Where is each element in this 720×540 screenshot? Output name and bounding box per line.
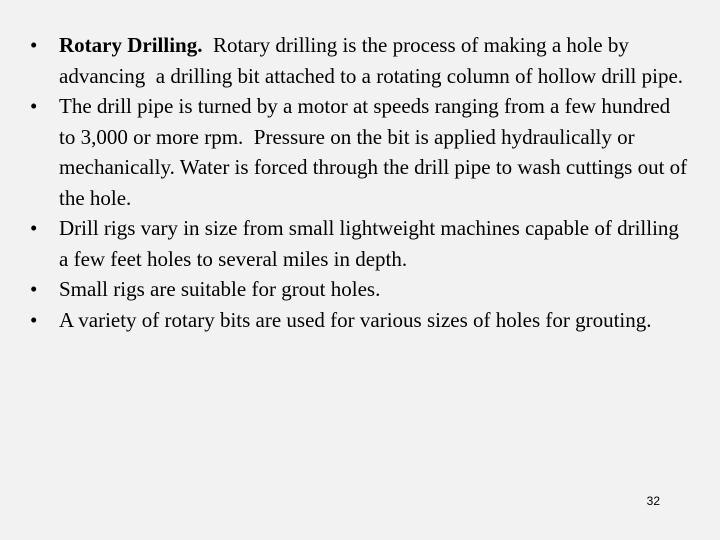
- page-number: 32: [646, 494, 660, 508]
- bullet-icon: •: [30, 216, 38, 240]
- bullet-item-drill-rigs: [30, 213, 690, 274]
- bullet-text: Rotary drilling is the process of making a hole by advancing a drilling bit attached to a rotating column of hollow drill pipe.: [59, 33, 684, 88]
- bullet-icon: •: [30, 307, 38, 332]
- bullet-list: [30, 30, 693, 335]
- bullet-item-rotary-bits: [30, 305, 690, 336]
- bullet-item-rotary-drilling: [30, 30, 690, 91]
- bullet-item-drill-pipe: [30, 91, 693, 213]
- bullet-text: The drill pipe is turned by a motor at speeds ranging from a few hundred to 3,000 or more rpm. Pressure on the bit is applied hydraulically or mechanically. Water is forced through the drill pipe to wash cuttings out of the hole.: [59, 94, 693, 210]
- bullet-text: Drill rigs vary in size from small lightweight machines capable of drilling a few feet holes to several miles in depth.: [59, 216, 679, 271]
- bullet-text: A variety of rotary bits are used for various sizes of holes for grouting.: [59, 307, 652, 332]
- bullet-item-small-rigs: [30, 274, 690, 305]
- bullet-icon: •: [30, 94, 38, 118]
- bullet-icon: •: [30, 33, 38, 57]
- bullet-lead-heading: Rotary Drilling.: [59, 33, 203, 57]
- bullet-text: Small rigs are suitable for grout holes.: [59, 277, 381, 301]
- bullet-icon: •: [30, 277, 38, 301]
